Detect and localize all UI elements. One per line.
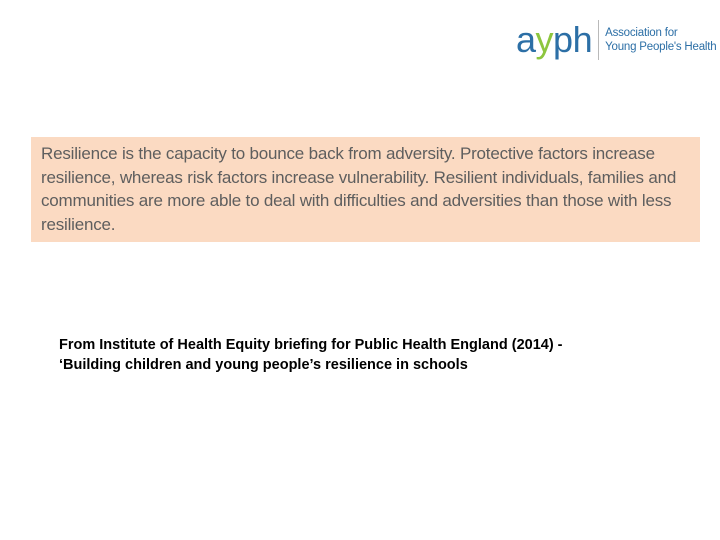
logo-text (605, 26, 716, 54)
logo-text-line2: Young People's Health (605, 41, 717, 53)
ayph-logo (516, 18, 716, 62)
logo-text-line1: Association for (605, 27, 678, 39)
logo-mark (516, 19, 593, 60)
logo-divider (598, 20, 599, 60)
definition-box (31, 137, 700, 242)
logo-letter-a: a (516, 19, 536, 60)
citation-line-1: From Institute of Health Equity briefing for Public Health England (2014) - (59, 337, 563, 353)
logo-letter-y: y (535, 19, 554, 60)
source-citation (59, 335, 639, 375)
resilience-definition: Resilience is the capacity to bounce back from adversity. Protective factors increase resilience, whereas risk factors increase vulnerability. Resilient individuals, families and communities are more able to deal with difficulties and adversities than those with less resilience. (41, 144, 677, 234)
logo-letter-p: p (553, 19, 573, 60)
citation-line-2: ‘Building children and young people’s resilience in schools (59, 357, 468, 373)
logo-letter-h: h (572, 19, 593, 60)
